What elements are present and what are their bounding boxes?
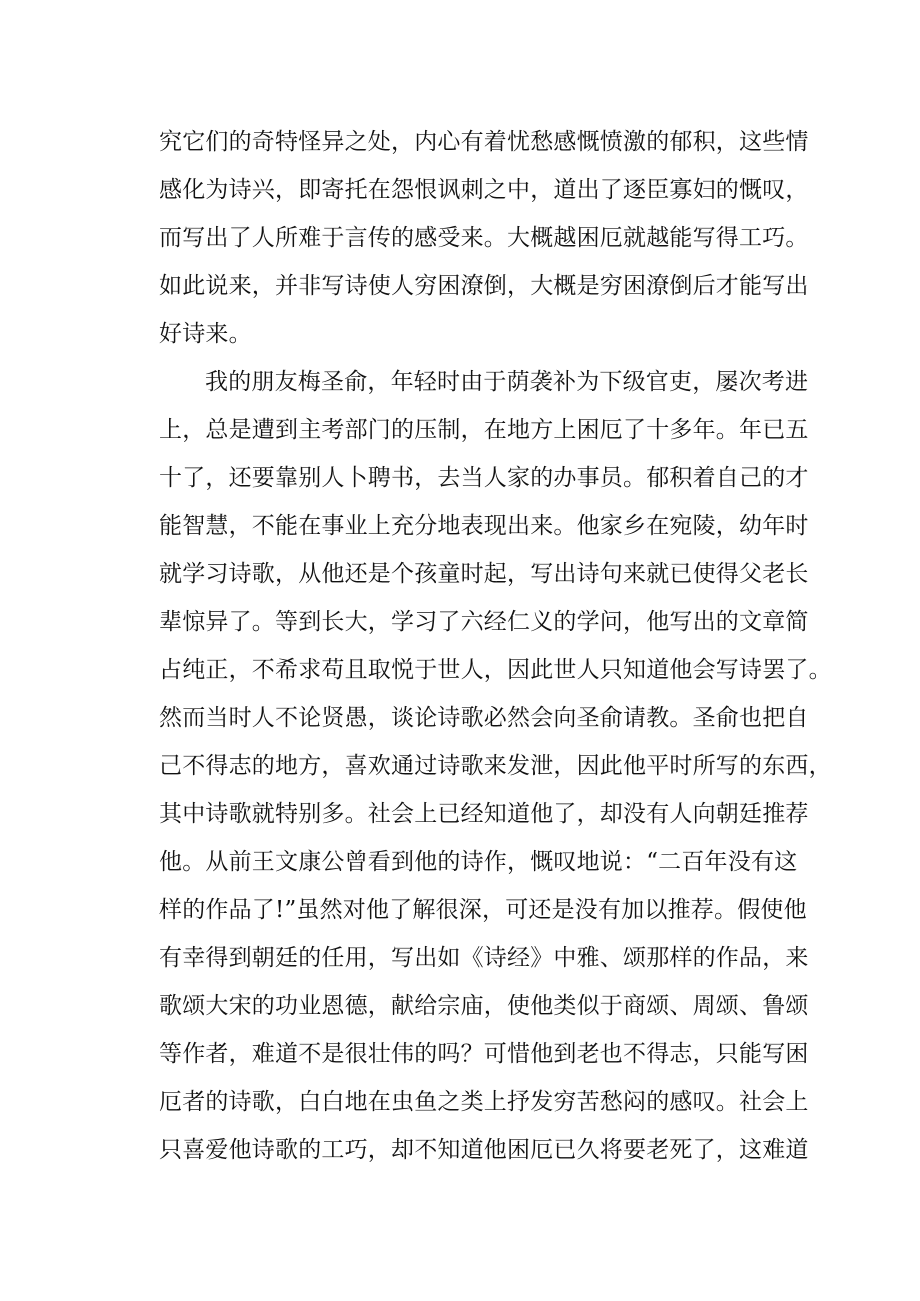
text-line: 感化为诗兴，即寄托在怨恨讽刺之中，道出了逐臣寡妇的慨叹， [159, 177, 809, 203]
body-text [159, 118, 832, 1174]
text-line: 十了，还要靠别人卜聘书，去当人家的办事员。郁积着自己的才 [159, 465, 809, 491]
text-line: 有幸得到朝廷的任用，写出如《诗经》中雅、颂那样的作品，来 [159, 945, 809, 971]
text-line: 如此说来，并非写诗使人穷困潦倒，大概是穷困潦倒后才能写出 [159, 273, 809, 299]
text-line: 样的作品了!”虽然对他了解很深，可还是没有加以推荐。假使他 [159, 897, 807, 923]
text-line: 其中诗歌就特别多。社会上已经知道他了，却没有人向朝廷推荐 [159, 801, 809, 827]
text-line: 他。从前王文康公曾看到他的诗作，慨叹地说：“二百年没有这 [159, 849, 798, 875]
paragraph-1 [159, 118, 809, 358]
text-line: 能智慧，不能在事业上充分地表现出来。他家乡在宛陵，幼年时 [159, 513, 809, 539]
text-line: 只喜爱他诗歌的工巧，却不知道他困厄已久将要老死了，这难道 [159, 1137, 809, 1163]
text-line: 占纯正，不希求苟且取悦于世人，因此世人只知道他会写诗罢了。 [159, 657, 832, 683]
text-line: 己不得志的地方，喜欢通过诗歌来发泄，因此他平时所写的东西， [159, 753, 832, 779]
text-line: 厄者的诗歌，白白地在虫鱼之类上抒发穷苦愁闷的感叹。社会上 [159, 1089, 809, 1115]
text-line: 我的朋友梅圣俞，年轻时由于荫袭补为下级官吏，屡次考进 [205, 369, 809, 395]
paragraph-2 [159, 358, 832, 1174]
text-line: 而写出了人所难于言传的感受来。大概越困厄就越能写得工巧。 [159, 225, 809, 251]
text-line: 好诗来。 [159, 321, 252, 347]
text-line: 等作者，难道不是很壮伟的吗？可惜他到老也不得志，只能写困 [159, 1041, 809, 1067]
text-line: 然而当时人不论贤愚，谈论诗歌必然会向圣俞请教。圣俞也把自 [159, 705, 809, 731]
text-line: 究它们的奇特怪异之处，内心有着忧愁感慨愤激的郁积，这些情 [159, 129, 809, 155]
text-line: 就学习诗歌，从他还是个孩童时起，写出诗句来就已使得父老长 [159, 561, 809, 587]
text-line: 上，总是遭到主考部门的压制，在地方上困厄了十多年。年已五 [159, 417, 809, 443]
text-line: 辈惊异了。等到长大，学习了六经仁义的学问，他写出的文章简 [159, 609, 809, 635]
text-line: 歌颂大宋的功业恩德，献给宗庙，使他类似于商颂、周颂、鲁颂 [159, 993, 809, 1019]
